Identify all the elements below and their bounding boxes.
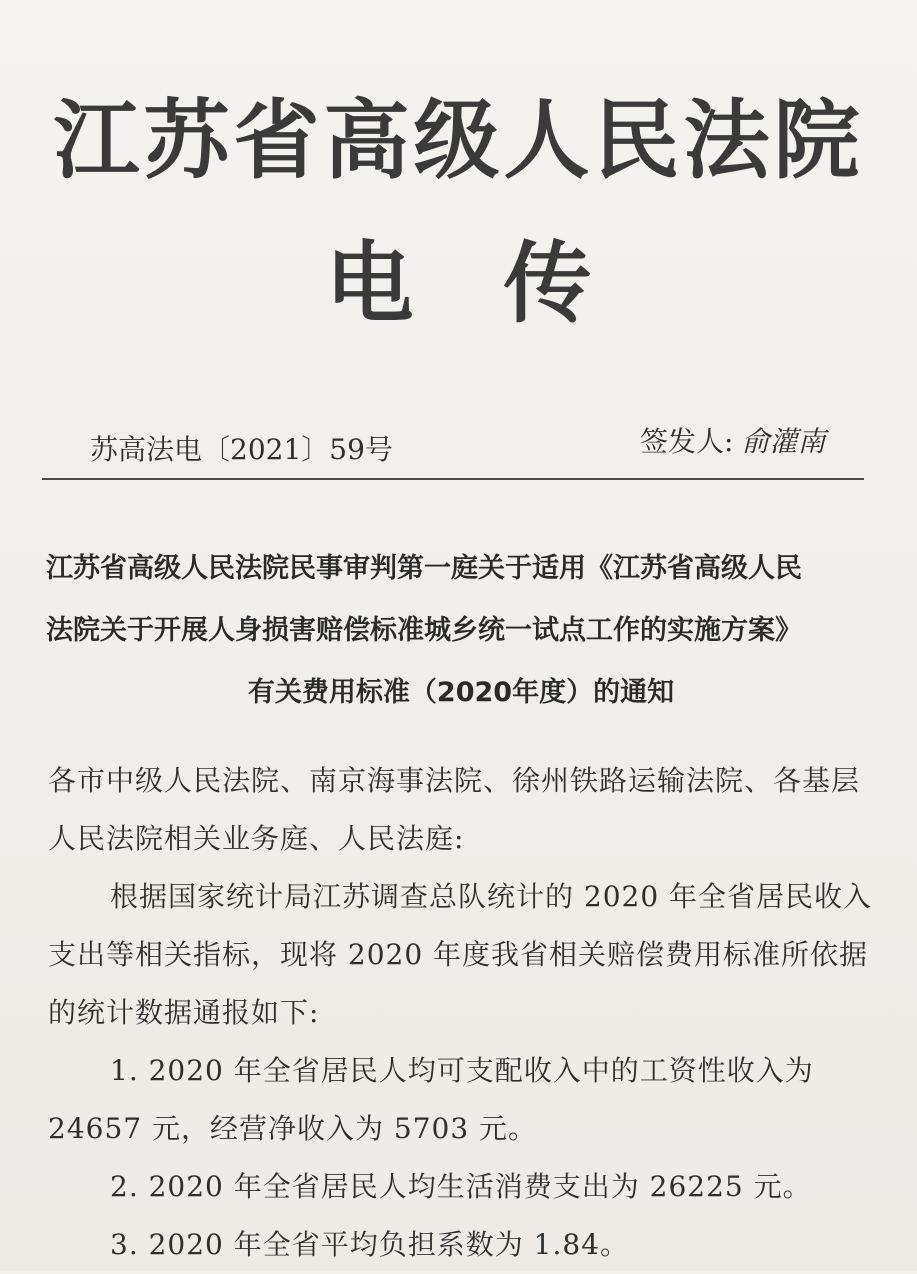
- addressee-line-2: 人民法院相关业务庭、人民法庭:: [48, 822, 465, 855]
- issuing-authority-title: 江苏省高级人民法院: [53, 91, 864, 191]
- item-1-line-1: 1. 2020 年全省居民人均可支配收入中的工资性收入为: [110, 1054, 814, 1087]
- notice-title: [46, 538, 876, 724]
- document-type-heading: [0, 232, 917, 335]
- signer-name: 俞灌南: [741, 425, 826, 458]
- signer-label: 签发人:: [640, 425, 734, 458]
- header-divider: [42, 478, 864, 480]
- item-2: 2. 2020 年全省居民人均生活消费支出为 26225 元。: [110, 1170, 812, 1203]
- paragraph-1-line-2: 支出等相关指标，现将 2020 年度我省相关赔偿费用标准所依据: [48, 938, 869, 971]
- addressee-line-1: 各市中级人民法院、南京海事法院、徐州铁路运输法院、各基层: [48, 764, 861, 797]
- paragraph-1-line-3: 的统计数据通报如下:: [48, 996, 320, 1029]
- notice-body: [48, 752, 878, 1274]
- notice-title-line-2: 法院关于开展人身损害赔偿标准城乡统一试点工作的实施方案》: [46, 615, 802, 646]
- item-1-line-2: 24657 元，经营净收入为 5703 元。: [48, 1112, 538, 1145]
- notice-title-line-3: 有关费用标准（2020年度）的通知: [247, 677, 675, 708]
- notice-title-line-1: 江苏省高级人民法院民事审判第一庭关于适用《江苏省高级人民: [46, 553, 802, 584]
- document-number: 苏高法电〔2021〕59号: [90, 433, 393, 466]
- document-type-char-1: 电: [325, 232, 414, 335]
- signer-block: [640, 420, 825, 460]
- paragraph-1-line-1: 根据国家统计局江苏调查总队统计的 2020 年全省居民收入: [110, 880, 873, 913]
- document-type-char-2: 传: [503, 232, 592, 335]
- item-3: 3. 2020 年全省平均负担系数为 1.84。: [110, 1228, 630, 1261]
